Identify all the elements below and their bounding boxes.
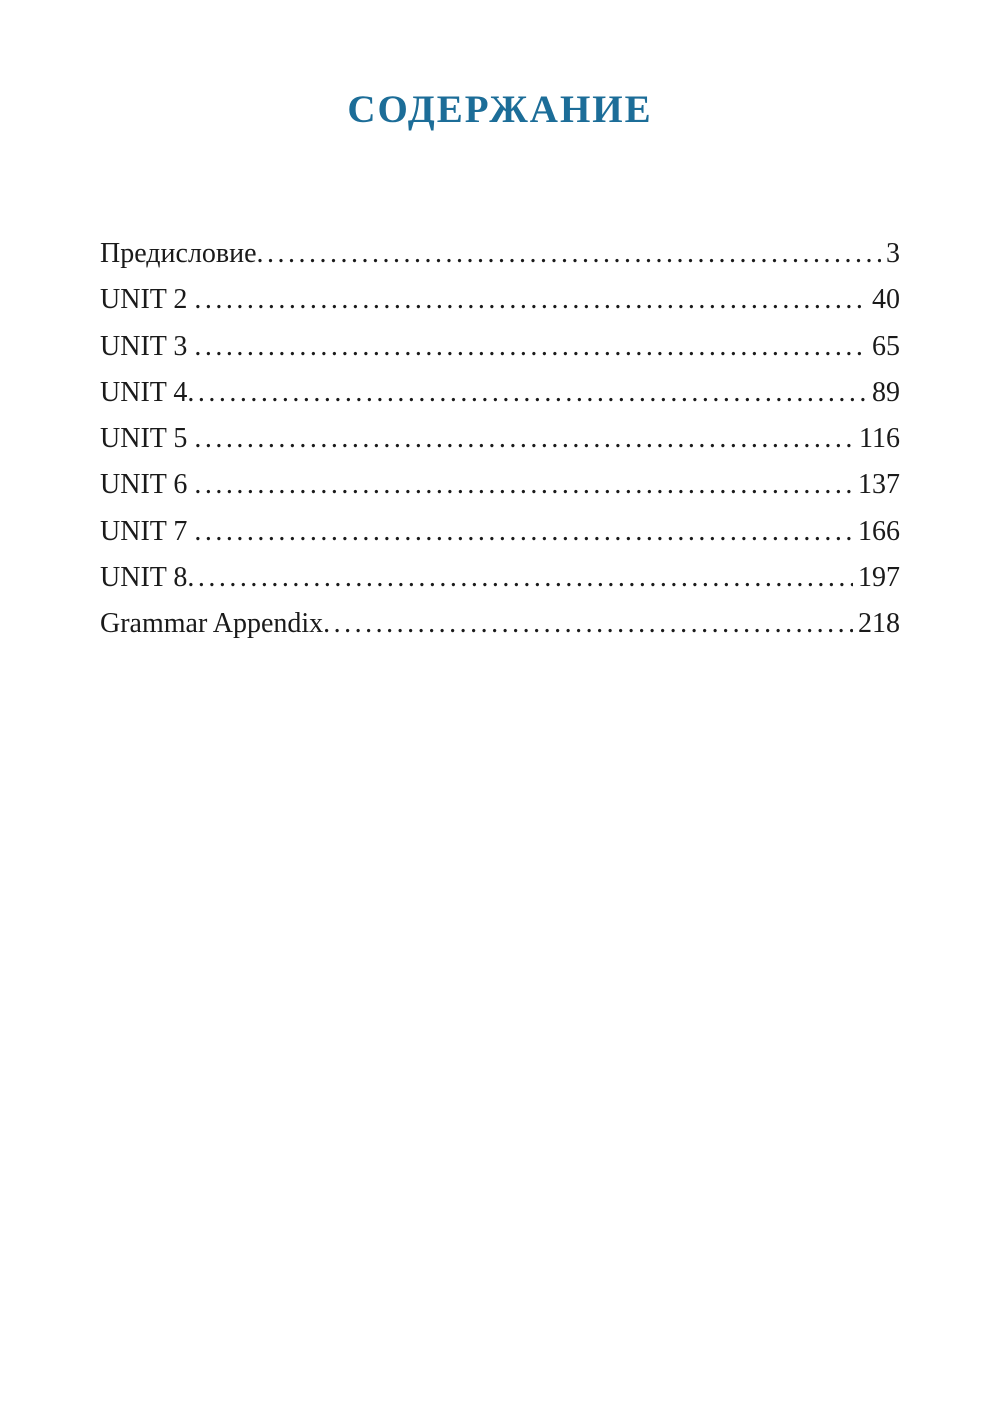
toc-entry-page-number: 166 xyxy=(858,515,900,547)
toc-entry-label: UNIT 6 xyxy=(100,469,195,501)
table-of-contents xyxy=(0,231,1000,648)
toc-entry xyxy=(100,462,900,508)
toc-entry-page-number: 197 xyxy=(858,562,900,594)
toc-entry-label: UNIT 5 xyxy=(100,423,195,455)
toc-entry-label: UNIT 8 xyxy=(100,562,188,594)
toc-leader-dots xyxy=(194,509,853,555)
toc-entry-label: UNIT 4 xyxy=(100,376,188,408)
toc-leader-dots xyxy=(194,324,867,370)
toc-entry-page-number: 218 xyxy=(858,608,900,640)
toc-entry-label: UNIT 7 xyxy=(100,515,195,547)
toc-entry xyxy=(100,555,900,601)
toc-leader-dots xyxy=(194,462,853,508)
toc-leader-dots xyxy=(323,601,853,647)
toc-leader-dots xyxy=(187,370,867,416)
toc-entry-page-number: 40 xyxy=(872,284,900,316)
toc-entry-page-number: 137 xyxy=(858,469,900,501)
toc-entry xyxy=(100,231,900,277)
toc-leader-dots xyxy=(257,231,881,277)
toc-entry xyxy=(100,277,900,323)
toc-entry-label: UNIT 2 xyxy=(100,284,195,316)
toc-entry xyxy=(100,509,900,555)
toc-entry xyxy=(100,601,900,647)
toc-entry xyxy=(100,370,900,416)
toc-entry xyxy=(100,416,900,462)
toc-leader-dots xyxy=(194,277,867,323)
toc-entry-label: UNIT 3 xyxy=(100,330,195,362)
toc-entry-page-number: 89 xyxy=(872,376,900,408)
toc-leader-dots xyxy=(194,416,854,462)
toc-entry xyxy=(100,324,900,370)
toc-entry-page-number: 65 xyxy=(872,330,900,362)
toc-entry-page-number: 3 xyxy=(886,237,900,269)
toc-leader-dots xyxy=(187,555,853,601)
page-title: СОДЕРЖАНИЕ xyxy=(347,88,653,131)
toc-entry-page-number: 116 xyxy=(859,423,900,455)
toc-entry-label: Grammar Appendix xyxy=(100,608,324,640)
toc-entry-label: Предисловие xyxy=(100,237,257,269)
